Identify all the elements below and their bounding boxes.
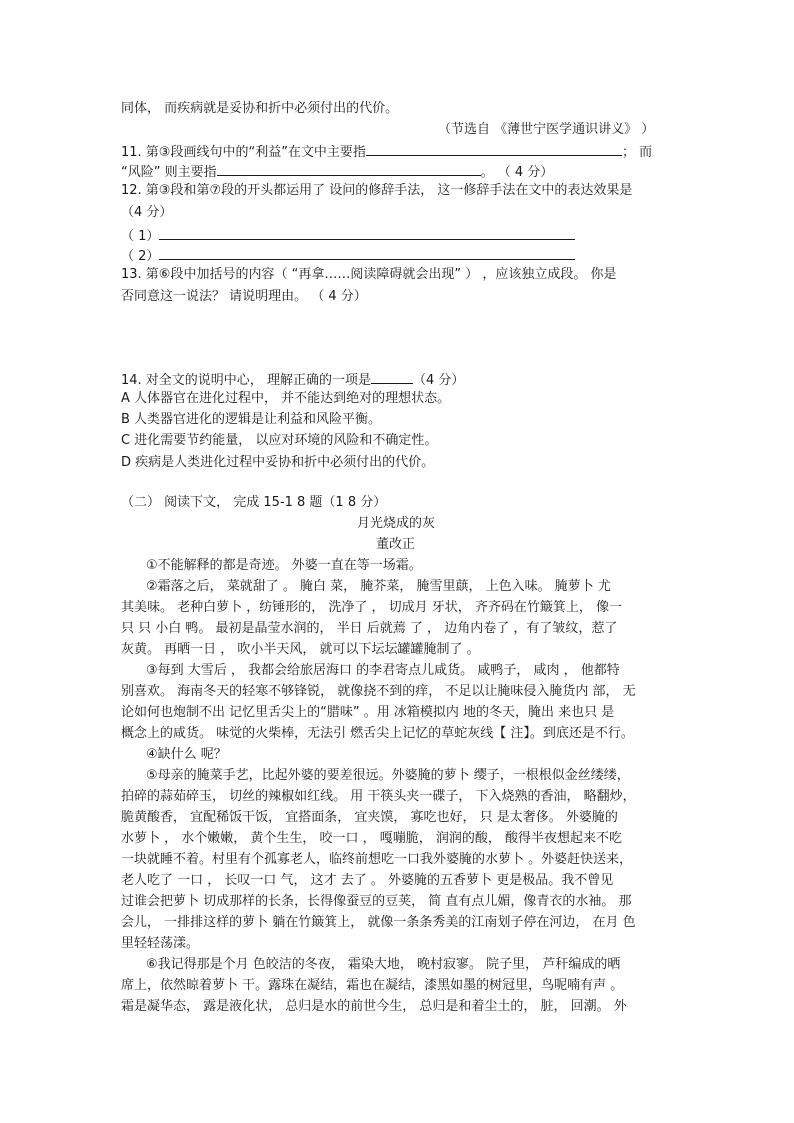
paragraph-5-line: 一块就睡不着。村里有个孤寡老人，临终前想吃一口我外婆腌的水萝卜 。外婆赶快送来， [121,852,633,867]
paragraph-5-line: 过谁会把萝卜 切成那样的长条，长得像蚕豆的豆荚， 简 直有点儿媚，像青衣的水袖。 那 [121,894,632,909]
question-14-stem [121,370,464,390]
item-label: （ 2） [121,249,160,264]
paragraph-5-line: 脆黄酸香， 宜配稀饭干饭， 宜搭面条， 宜夹馍， 寡吃也好， 只 是太奢侈。 外婆腌的 [121,810,618,825]
question-13-line-1: 13. 第⑥段中加括号的内容（ “再拿……阅读障碍就会出现” ） ，应该独立成段。 你是 [121,267,617,282]
question-11-text-d: 。 （ 4 分） [480,165,554,180]
question-11-line-1 [121,142,652,162]
answer-blank[interactable] [159,246,575,260]
question-13-line-2: 否同意这一说法？ 请说明理由。 （ 4 分） [121,289,367,304]
question-12-item-2 [121,246,575,266]
question-12-line-1: 12. 第③段和第⑦段的开头都运用了 设问的修辞手法， 这一修辞手法在文中的表达效果是 [121,183,633,198]
paragraph-3-line: ③每到 大雪后 ， 我都会给旅居海口 的李君寄点儿咸货。 咸鸭子， 咸肉 ， 他都特 [146,663,620,678]
paragraph-2-line: ②霜落之后， 菜就甜了 。 腌白 菜， 腌芥菜， 腌雪里蕻， 上色入味。 腌萝卜 尤 [146,579,611,594]
part-2-header: （二） 阅读下文， 完成 15-1 8 题（1 8 分） [121,495,387,510]
answer-blank[interactable] [159,226,575,240]
question-14-text: 14. 对全文的说明中心， 理解正确的一项是 [121,373,371,388]
paragraph-5-line: ⑤母亲的腌菜手艺，比起外婆的要差很远。外婆腌的萝卜 缨子，一根根似金丝缕缕， [146,768,630,783]
paragraph-3-line: 别喜欢。 海南冬天的轻寒不够锋锐， 就像挠不到的痒， 不足以让腌味侵入腌货内 部， 无 [121,684,636,699]
paragraph-5-line: 老人吃了 一口 ， 长叹一口 气， 这才 去了 。 外婆腌的五香萝卜 更是极品。我不曾见 [121,873,614,888]
answer-blank[interactable] [366,142,622,156]
item-label: （ 1） [121,229,160,244]
question-11-text-b: ； 而 [621,145,653,160]
option-a: A 人体器官在进化过程中， 并不能达到绝对的理想状态。 [121,391,451,406]
passage-title: 月光烧成的灰 [357,516,436,531]
paragraph-4: ④缺什么 呢？ [146,747,227,762]
question-12-item-1 [121,226,575,246]
paragraph-2-line: 灰黄。 再晒一日 ， 吹小半天风， 就可以下坛坛罐罐腌制了 。 [121,642,480,657]
paragraph-2-line: 只 只 小白 鸭。 最初是晶莹水润的， 半日 后就蔫 了 ， 边角内卷了 ，有了皱纹，惹了 [121,621,618,636]
option-b: B 人类器官进化的逻辑是让利益和风险平衡。 [121,412,382,427]
question-14-score: （4 分） [412,373,465,388]
question-11-text-c: “风险” 则主要指 [121,165,217,180]
paragraph-6-line: 席上，依然晾着萝卜 干。露珠在凝结，霜也在凝结，漆黑如墨的树冠里，鸟呢喃有声 。 [121,978,624,993]
intro-line: 同体， 而疾病就是妥协和折中必须付出的代价。 [121,101,399,116]
answer-blank[interactable] [371,370,413,384]
option-d: D 疾病是人类进化过程中妥协和折中必须付出的代价。 [121,455,435,470]
question-11-line-2 [121,162,553,182]
paragraph-5-line: 会儿， 一排排这样的萝卜 躺在竹簸箕上， 就像一条条秀美的江南划子停在河边， 在月 色 [121,915,636,930]
paragraph-1: ①不能解释的都是奇迹。 外婆一直在等一场霜。 [146,558,422,573]
paragraph-6-line: 霜是凝华态， 露是液化状， 总归是水的前世今生， 总归是和着尘土的， 脏， 回潮。 外 [121,999,627,1014]
paragraph-3-line: 论如何也炮制不出 记忆里舌尖上的“腊味” 。用 冰箱模拟内 地的冬天，腌出 来也只 是 [121,705,615,720]
source-citation: （节选自 《薄世宁医学通识讲义》 ） [438,122,655,137]
paragraph-5-line: 拍碎的蒜茹碎玉， 切丝的辣椒如红线。 用 干筷头夹一碟子， 下入烧熟的香油， 略翻炒， [121,789,636,804]
paragraph-5-line: 里轻轻荡漾。 [121,936,200,951]
paragraph-2-line: 其美味。 老种白萝卜 ，纺锤形的， 洗净了 ， 切成月 牙状， 齐齐码在竹簸箕上， 像一 [121,600,623,615]
paragraph-3-line: 概念上的咸货。 味觉的火柴棒，无法引 燃舌尖上记忆的草蛇灰线【 注】。到底还是不行。 [121,726,634,741]
paragraph-6-line: ⑥我记得那是个月 色皎洁的冬夜， 霜染大地， 晚村寂寥。 院子里， 芦秆编成的晒 [146,957,621,972]
paragraph-5-line: 水萝卜 ， 水个嫩嫩， 黄个生生， 咬一口 ， 嘎嘣脆， 润润的酸， 酸得半夜想起来不吃 [121,831,623,846]
question-11-text-a: 11. 第③段画线句中的“利益”在文中主要指 [121,145,366,160]
answer-blank[interactable] [217,162,481,176]
question-12-line-2: （4 分） [121,205,173,220]
passage-author: 董改正 [376,537,416,552]
option-c: C 进化需要节约能量， 以应对环境的风险和不确定性。 [121,433,438,448]
